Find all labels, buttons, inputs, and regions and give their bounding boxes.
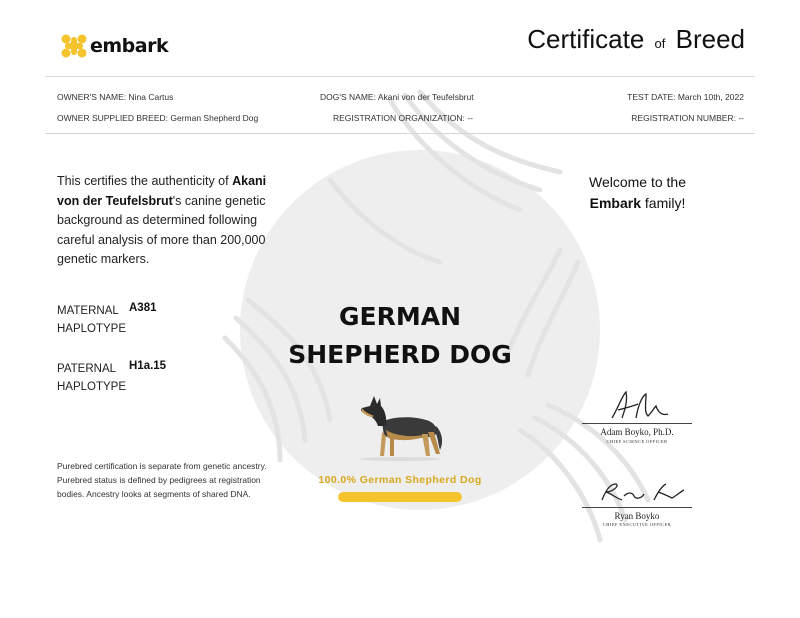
embark-logo: [60, 32, 168, 60]
logo-text: embark: [90, 35, 169, 57]
signature-adam-boyko: [608, 388, 672, 422]
signatory-1-name: Adam Boyko, Ph.D.: [600, 427, 674, 437]
certification-statement: [57, 172, 282, 270]
certificate-title: [527, 24, 745, 55]
breed-name: [270, 298, 530, 374]
paternal-haplotype-label: [57, 360, 126, 396]
german-shepherd-illustration: [352, 392, 448, 464]
maternal-haplotype-label: [57, 302, 126, 338]
registration-organization: REGISTRATION ORGANIZATION: --: [333, 113, 473, 123]
maternal-label-line2: HAPLOTYPE: [57, 323, 127, 335]
owner-name: OWNER'S NAME: Nina Cartus: [57, 92, 174, 102]
signature-ryan-boyko: [598, 478, 688, 506]
title-main: Certificate: [527, 24, 645, 54]
welcome-line1: Welcome to the: [588, 174, 686, 190]
welcome-suffix: family!: [641, 195, 686, 211]
breed-name-line1: GERMAN: [339, 302, 461, 331]
intro-suffix: 's canine genetic background as determined following careful analysis of more than 200,000 genetic markers.: [57, 193, 266, 266]
signatory-2-name: Ryan Boyko: [614, 511, 660, 521]
breed-percentage-bar-fill: [338, 492, 462, 502]
welcome-message: [560, 172, 715, 214]
title-end: Breed: [675, 24, 745, 54]
intro-prefix: This certifies the authenticity of: [57, 174, 233, 188]
header-divider-bottom: [45, 133, 755, 134]
signature-line-2: [582, 507, 692, 508]
breed-percentage-bar: [338, 492, 462, 502]
welcome-brand: Embark: [589, 195, 641, 211]
header-divider-top: [45, 76, 755, 77]
intro-dog-name: Akani von der Teufelsbrut: [57, 174, 267, 208]
welcome-line2: [560, 193, 715, 214]
signatory-1-role: CHIEF SCIENCE OFFICER: [606, 439, 668, 444]
paternal-label-line2: HAPLOTYPE: [57, 381, 127, 393]
paternal-haplotype-value: H1a.15: [129, 360, 167, 372]
title-connector: of: [654, 36, 666, 51]
owner-supplied-breed: OWNER SUPPLIED BREED: German Shepherd Dog: [57, 113, 259, 123]
signature-line-1: [582, 423, 692, 424]
purebred-disclaimer: Purebred certification is separate from genetic ancestry. Purebred status is defined by pedigrees at registration bodies. Ancestry looks at segments of shared DNA.: [57, 461, 267, 499]
maternal-label-line1: MATERNAL: [57, 305, 119, 317]
registration-number: REGISTRATION NUMBER: --: [631, 113, 744, 123]
signatory-2-role: CHIEF EXECUTIVE OFFICER: [602, 522, 672, 527]
paternal-label-line1: PATERNAL: [57, 363, 117, 375]
dog-name: DOG'S NAME: Akani von der Teufelsbrut: [320, 92, 474, 102]
maternal-haplotype-value: A381: [129, 302, 157, 314]
breed-percentage-label: 100.0% German Shepherd Dog: [318, 474, 482, 486]
embark-logo-icon: [60, 32, 88, 60]
test-date: TEST DATE: March 10th, 2022: [627, 92, 744, 102]
breed-name-line2: SHEPHERD DOG: [288, 340, 512, 369]
